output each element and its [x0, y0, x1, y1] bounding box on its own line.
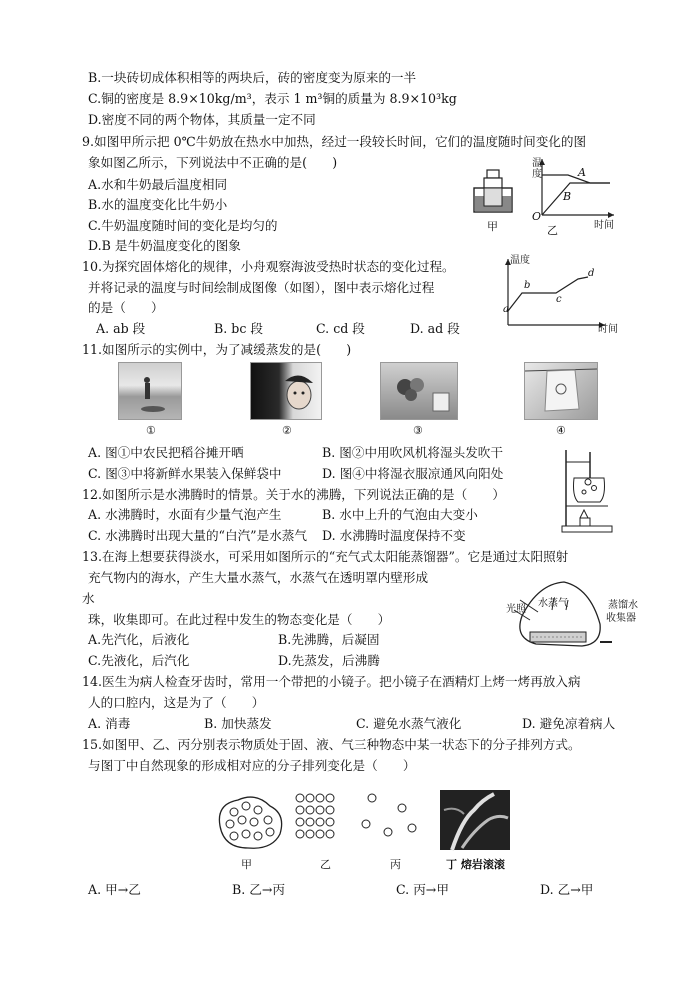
q9-option-b: B.水的温度变化比牛奶小 — [88, 197, 228, 212]
q11-option-a: A. 图①中农民把稻谷摊开晒 — [88, 445, 244, 460]
q11-caption-2: ② — [282, 424, 292, 437]
q15-caption-bing: 丙 — [390, 858, 401, 871]
q15-yi-molecules — [296, 794, 334, 838]
q15-ding-photo-lava — [440, 790, 510, 850]
q10-option-d: D. ad 段 — [410, 321, 460, 336]
q15-option-d: D. 乙→甲 — [540, 882, 594, 897]
q13-solar-still — [508, 580, 618, 660]
q13-label-collector-1: 蒸馏水 — [608, 600, 638, 611]
q10-point-d: d — [588, 268, 595, 279]
q14-option-b: B. 加快蒸发 — [204, 716, 272, 731]
q10-option-a: A. ab 段 — [96, 321, 146, 336]
q15-stem-line2: 与图丁中自然现象的形成相对应的分子排列变化是（ ） — [88, 758, 416, 773]
q12-option-b: B. 水中上升的气泡由大变小 — [322, 507, 478, 522]
q11-caption-3: ③ — [413, 424, 423, 437]
q10-stem-line1: 10.为探究固体熔化的规律，小舟观察海波受热时状态的变化过程。 — [82, 259, 455, 274]
q12-option-d: D. 水沸腾时温度保持不变 — [322, 528, 466, 543]
q13-option-c: C.先液化，后汽化 — [88, 653, 190, 668]
q13-stem-line3: 水 — [82, 591, 95, 606]
q15-option-b: B. 乙→丙 — [232, 882, 286, 897]
q15-molecule-figures — [212, 790, 512, 852]
q10-curve — [508, 277, 588, 311]
q12-boiling-apparatus — [556, 448, 616, 534]
q9-curve-a — [542, 175, 610, 183]
q11-caption-4: ④ — [556, 424, 566, 437]
q15-bing-molecules — [362, 794, 416, 836]
q9-curve-b — [542, 183, 610, 215]
q11-photo-1-drying-grain — [118, 362, 182, 420]
q15-caption-yi: 乙 — [320, 858, 331, 871]
q13-option-a: A.先汽化，后液化 — [88, 632, 190, 647]
q12-stem: 12.如图所示是水沸腾时的情景。关于水的沸腾，下列说法正确的是（ ） — [82, 487, 506, 502]
q15-option-c: C. 丙→甲 — [396, 882, 449, 897]
q9-option-d: D.B 是牛奶温度变化的图象 — [88, 238, 241, 253]
q9-option-a: A.水和牛奶最后温度相同 — [88, 177, 228, 192]
q11-photo-2-hair-dryer — [250, 362, 322, 420]
q10-graph-y-label: 温度 — [510, 255, 530, 266]
q9-stem-line2: 象如图乙所示，下列说法中不正确的是( ) — [88, 155, 338, 170]
q14-option-c: C. 避免水蒸气液化 — [356, 716, 462, 731]
q14-stem-line2: 人的口腔内，这是为了（ ） — [88, 695, 265, 710]
q13-option-d: D.先蒸发，后沸腾 — [278, 653, 380, 668]
q10-graph-x-label: 时间 — [598, 324, 618, 335]
q13-stem-line4: 珠，收集即可。在此过程中发生的物态变化是（ ） — [88, 612, 391, 627]
q14-option-a: A. 消毒 — [88, 716, 131, 731]
q13-label-vapor: 水蒸气 — [538, 598, 568, 609]
q9-graph-origin: O — [532, 210, 542, 223]
q11-option-b: B. 图②中用吹风机将湿头发吹干 — [322, 445, 503, 460]
q9-graph-label-b: B — [563, 190, 572, 203]
q14-stem-line1: 14.医生为病人检查牙齿时，常用一个带把的小镜子。把小镜子在酒精灯上烤一烤再放入病 — [82, 674, 581, 689]
q10-point-a: a — [503, 304, 509, 315]
q14-option-d: D. 避免凉着病人 — [522, 716, 616, 731]
q8-option-b: B.一块砖切成体积相等的两块后，砖的密度变为原来的一半 — [88, 70, 417, 85]
q13-option-b: B.先沸腾，后凝固 — [278, 632, 380, 647]
q12-option-a: A. 水沸腾时，水面有少量气泡产生 — [88, 507, 282, 522]
q15-stem-line1: 15.如图甲、乙、丙分别表示物质处于固、液、气三种物态中某一状态下的分子排列方式。 — [82, 737, 581, 752]
q10-melting-graph — [500, 255, 610, 335]
q10-stem-line3: 的是（ ） — [88, 300, 164, 315]
q11-option-c: C. 图③中将新鲜水果装入保鲜袋中 — [88, 466, 282, 481]
q13-label-collector-2: 收集器 — [606, 613, 636, 624]
q10-option-b: B. bc 段 — [214, 321, 263, 336]
q11-stem: 11.如图所示的实例中，为了减缓蒸发的是( ) — [82, 342, 352, 357]
q9-figure-label-yi: 乙 — [547, 224, 558, 237]
q9-graph-x-label: 时间 — [594, 220, 614, 231]
q13-stem-line2: 充气物内的海水，产生大量水蒸气，水蒸气在透明罩内壁形成 — [88, 570, 429, 585]
q10-point-c: c — [556, 294, 562, 305]
q9-graph-label-a: A — [578, 166, 586, 179]
q13-label-light: 光照 — [506, 604, 526, 615]
q13-stem-line1: 13.在海上想要获得淡水，可采用如图所示的“充气式太阳能蒸馏器”。它是通过太阳照射 — [82, 549, 569, 564]
q15-caption-jia: 甲 — [241, 858, 252, 871]
q8-option-d: D.密度不同的两个物体，其质量一定不同 — [88, 112, 316, 127]
q9-option-c: C.牛奶温度随时间的变化是均匀的 — [88, 218, 278, 233]
q11-option-d: D. 图④中将湿衣服凉通风向阳处 — [322, 466, 504, 481]
q12-option-c: C. 水沸腾时出现大量的“白汽”是水蒸气 — [88, 528, 307, 543]
q9-stem-line1: 9.如图甲所示把 0℃牛奶放在热水中加热，经过一段较长时间，它们的温度随时间变化的图 — [82, 134, 587, 149]
q10-point-b: b — [524, 280, 531, 291]
q15-caption-ding: 丁 熔岩滚滚 — [446, 858, 505, 871]
q8-option-c: C.铜的密度是 8.9×10kg/m³，表示 1 m³铜的质量为 8.9×10³kg — [88, 91, 457, 106]
q11-caption-1: ① — [146, 424, 156, 437]
q11-photo-4-clothes-drying — [524, 362, 598, 420]
q10-option-c: C. cd 段 — [316, 321, 365, 336]
q10-stem-line2: 并将记录的温度与时间绘制成图像（如图），图中表示熔化过程 — [88, 280, 435, 295]
q9-graph-y-label: 温度 — [532, 158, 542, 180]
q9-figure-label-jia: 甲 — [487, 220, 498, 233]
q11-photo-3-fruit-bag — [380, 362, 458, 420]
q15-option-a: A. 甲→乙 — [88, 882, 141, 897]
